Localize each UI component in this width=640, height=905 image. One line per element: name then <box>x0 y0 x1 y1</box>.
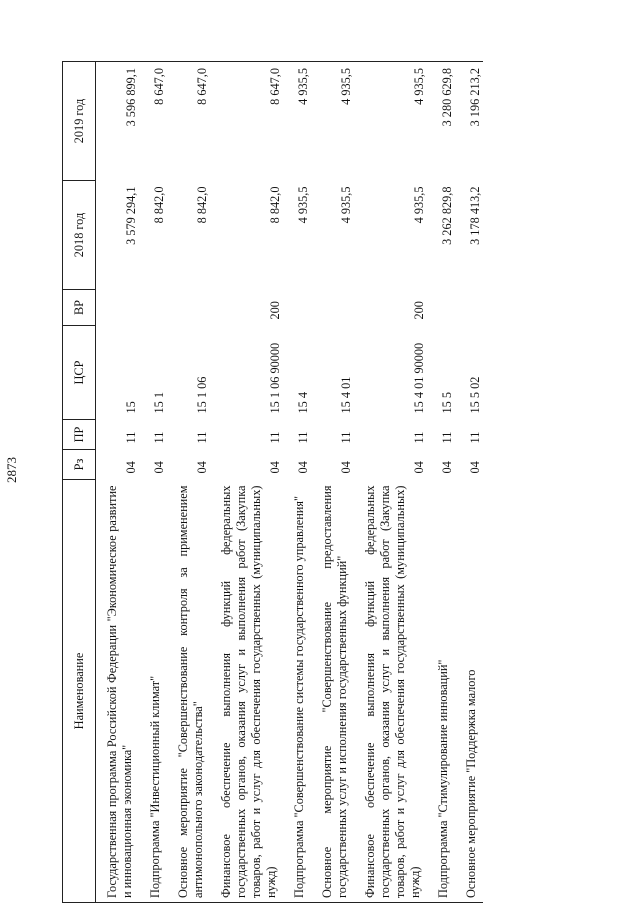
row-pr: 11 <box>296 431 310 444</box>
row-csr: 15 1 06 90000 <box>268 342 282 414</box>
row-csr: 15 5 02 <box>468 376 482 414</box>
table-row <box>210 62 283 903</box>
row-2019: 4 935,5 <box>283 62 311 181</box>
row-vr <box>96 290 140 326</box>
row-name: Финансовое обеспечение выполнения функций федеральных государственных органов, оказания услуг и выполнения работ (Закупка товаров, работ и услуг для обеспечения государственных (муниципальных) нужд) <box>354 480 427 903</box>
row-vr: 200 <box>412 301 426 320</box>
row-2018: 3 178 413,2 <box>468 186 482 245</box>
row-csr: 15 1 <box>152 391 166 414</box>
row-pr: 11 <box>152 431 166 444</box>
row-pr: 11 <box>195 431 209 444</box>
row-rz: 04 <box>339 461 353 474</box>
row-2018: 4 935,5 <box>412 186 426 224</box>
row-2018: 8 842,0 <box>268 186 282 224</box>
row-pr: 11 <box>339 431 353 444</box>
row-2018: 3 262 829,8 <box>440 186 454 245</box>
page-number-text: 2873 <box>4 457 19 483</box>
row-2018: 4 935,5 <box>339 186 353 224</box>
row-pr: 11 <box>440 431 454 444</box>
row-rz: 04 <box>296 461 310 474</box>
row-vr <box>283 290 311 326</box>
row-csr: 15 4 01 <box>339 376 353 414</box>
page-number <box>0 455 24 485</box>
row-csr: 15 4 <box>296 391 310 414</box>
header-csr: ЦСР <box>63 326 96 420</box>
row-rz: 04 <box>412 461 426 474</box>
row-name: Государственная программа Российской Федерации "Экономическое развитие и инновационная экономика" <box>96 480 140 903</box>
table-row <box>96 62 140 903</box>
header-vr: ВР <box>63 290 96 326</box>
row-2019: 4 935,5 <box>311 62 354 181</box>
table-row <box>139 62 167 903</box>
row-2018: 8 842,0 <box>152 186 166 224</box>
row-rz: 04 <box>195 461 209 474</box>
row-csr: 15 <box>124 401 138 414</box>
row-csr: 15 5 <box>440 391 454 414</box>
row-vr <box>139 290 167 326</box>
row-pr: 11 <box>468 431 482 444</box>
row-vr <box>455 290 483 326</box>
row-vr <box>167 290 210 326</box>
row-2019: 4 935,5 <box>354 62 427 181</box>
row-2019: 3 596 899,1 <box>96 62 140 181</box>
row-vr <box>427 290 455 326</box>
row-2019: 8 647,0 <box>139 62 167 181</box>
row-rz: 04 <box>124 461 138 474</box>
row-vr <box>311 290 354 326</box>
table-row <box>167 62 210 903</box>
row-rz: 04 <box>468 461 482 474</box>
row-name: Подпрограмма "Совершенствование системы государственного управления" <box>283 480 311 903</box>
row-name: Подпрограмма "Стимулирование инноваций" <box>427 480 455 903</box>
row-name: Подпрограмма "Инвестиционный климат" <box>139 480 167 903</box>
row-csr: 15 4 01 90000 <box>412 342 426 414</box>
header-name: Наименование <box>63 480 96 903</box>
row-csr: 15 1 06 <box>195 376 209 414</box>
row-2019: 8 647,0 <box>210 62 283 181</box>
header-2019: 2019 год <box>63 62 96 181</box>
row-pr: 11 <box>268 431 282 444</box>
table-header-row <box>63 62 96 903</box>
row-vr: 200 <box>268 301 282 320</box>
table-row <box>283 62 311 903</box>
row-2018: 3 579 294,1 <box>124 186 138 245</box>
row-name: Основное мероприятие "Совершенствование предоставления государственных услуг и исполнения государственных функций" <box>311 480 354 903</box>
row-name: Финансовое обеспечение выполнения функций федеральных государственных органов, оказания услуг и выполнения работ (Закупка товаров, работ и услуг для обеспечения государственных (муниципальных) нужд) <box>210 480 283 903</box>
header-rz: Рз <box>63 450 96 480</box>
row-2019: 3 280 629,8 <box>427 62 455 181</box>
table-row <box>354 62 427 903</box>
table-row <box>455 62 483 903</box>
budget-table <box>62 61 483 903</box>
row-name: Основное мероприятие "Поддержка малого <box>455 480 483 903</box>
row-pr: 11 <box>412 431 426 444</box>
rotated-page <box>62 62 622 905</box>
row-pr: 11 <box>124 431 138 444</box>
header-2018: 2018 год <box>63 181 96 290</box>
table-row <box>311 62 354 903</box>
table-row <box>427 62 455 903</box>
row-rz: 04 <box>152 461 166 474</box>
header-pr: ПР <box>63 420 96 450</box>
row-2018: 8 842,0 <box>195 186 209 224</box>
row-name: Основное мероприятие "Совершенствование контроля за применением антимонопольного законодательства" <box>167 480 210 903</box>
row-2019: 3 196 213,2 <box>455 62 483 181</box>
row-rz: 04 <box>440 461 454 474</box>
row-2019: 8 647,0 <box>167 62 210 181</box>
row-rz: 04 <box>268 461 282 474</box>
row-2018: 4 935,5 <box>296 186 310 224</box>
